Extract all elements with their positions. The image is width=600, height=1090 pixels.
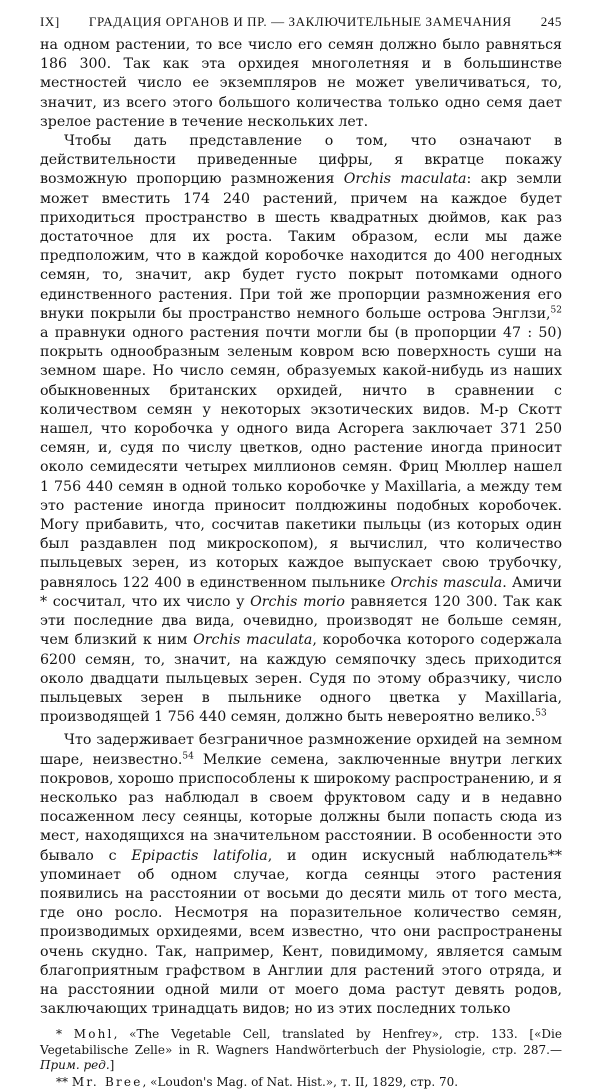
chapter-number: IX] xyxy=(40,14,60,29)
footnote-1: * Mohl, «The Vegetable Cell, translated by Henfrey», стр. 133. [«Die Vegetabilische Zelle» in R. Wagners Handwörterbuch der Physiologie, стр. 287.—Прим. ред.] xyxy=(40,1027,562,1073)
page-number: 245 xyxy=(540,14,562,29)
footnote-author: Mr. Bree xyxy=(71,1074,143,1089)
footnotes xyxy=(40,1027,562,1090)
main-text xyxy=(40,36,562,1019)
note-ref-54: 54 xyxy=(182,750,194,761)
note-ref-52: 52 xyxy=(550,305,562,316)
paragraph-1: на одном растении, то все число его семян должно было равняться 186 300. Так как эта орхидея многолетняя и в большинстве местностей число ее экземпляров не может увеличиваться, то, значит, из всего этого большого количества только одно семя дает зрелое растение в течение нескольких лет. xyxy=(40,37,562,130)
paragraph-3: Что задерживает безграничное размножение орхидей на земном шаре, неизвестно.$^{54}$ Мелкие семена, заключенные внутри легких покровов, хорошо приспособлены к широкому распространению, и я несколько раз наблюдал в своем фруктовом саду и в недавно посаженном лесу сеянцы, которые должны были попасть сюда из мест, находящихся на значительном расстоянии. В особенности это бывало с Epipactis latifolia, и один искусный наблюдатель** упоминает об одном случае, когда сеянцы этого растения появились на расстоянии от восьми до десяти миль от того места, где оно росло. Несмотря на поразительное количество семян, производимых орхидеями, всем известно, что они распространены очень скудно. Так, например, Кент, повидимому, является самым благоприятным графством в Англии для растений этого отряда, и на расстоянии одной мили от моего дома растут девять родов, заключающих тринадцать видов; но из этих последних только xyxy=(40,732,562,1018)
running-header xyxy=(40,14,562,30)
footnote-author: Mohl xyxy=(73,1027,114,1042)
species-name: Orchis morio xyxy=(250,593,345,610)
paragraph-2: Чтобы дать представление о том, что означают в действительности приведенные цифры, я вкратце покажу возможную пропорцию размножения Orchis maculata: акр земли может вместить 174 240 растений, причем на каждое будет приходиться пространство в шесть квадратных дюймов, как раз достаточное для их роста. Таким образом, если мы даже предположим, что в каждой коробочке находится до 400 негодных семян, то, значит, акр будет густо покрыт потомками одного единственного растения. При той же пропорции размножения его внуки покрыли бы пространство немного больше острова Энглзи,$^{52}$ а правнуки одного растения почти могли бы (в пропорции 47 : 50) покрыть однообразным зеленым ковром всю поверхность суши на земном шаре. Но число семян, образуемых какой-нибудь из наших обыкновенных британских орхидей, ничто в сравнении с количеством семян у некоторых экзотических видов. М-р Скотт нашел, что коробочка у одного вида Acropera заключает 371 250 семян, и, судя по числу цветков, одно растение иногда приносит около семидесяти четырех миллионов семян. Фриц Мюллер нашел 1 756 440 семян в одной только коробочке у Maxillaria, а между тем это растение иногда приносит полдюжины подобных коробочек. Могу прибавить, что, сосчитав пакетики пыльцы (из которых один был раздавлен под микроскопом), я вычислил, что количество пыльцевых зерен, из которых каждое выпускает свою трубочку, равнялось 122 400 в единственном пыльнике Orchis mascula. Амичи * сосчитал, что их число у Orchis morio равняется 120 300. Так как эти последние два вида, очевидно, производят не больше семян, чем близкий к ним Orchis maculata, коробочка которого содержала 6200 семян, то, значит, на каждую семяпочку здесь приходится около двадцати пыльцевых зерен. Судя по этому образчику, число пыльцевых зерен в пыльнике одного цветка у Maxillaria, производящей 1 756 440 семян, должно быть невероятно велико.$^{53}$ xyxy=(40,133,562,726)
footnote-2: ** Mr. Bree, «Loudon's Mag. of Nat. Hist.», т. II, 1829, стр. 70. xyxy=(56,1074,459,1089)
note-ref-53: 53 xyxy=(535,708,547,719)
species-name: Epipactis latifolia xyxy=(131,847,268,864)
species-name: Orchis mascula xyxy=(390,574,503,591)
species-name: Orchis maculata xyxy=(193,632,313,649)
species-name: Orchis maculata xyxy=(343,171,467,188)
running-title: ГРАДАЦИЯ ОРГАНОВ И ПР. — ЗАКЛЮЧИТЕЛЬНЫЕ ЗАМЕЧАНИЯ xyxy=(88,14,512,29)
